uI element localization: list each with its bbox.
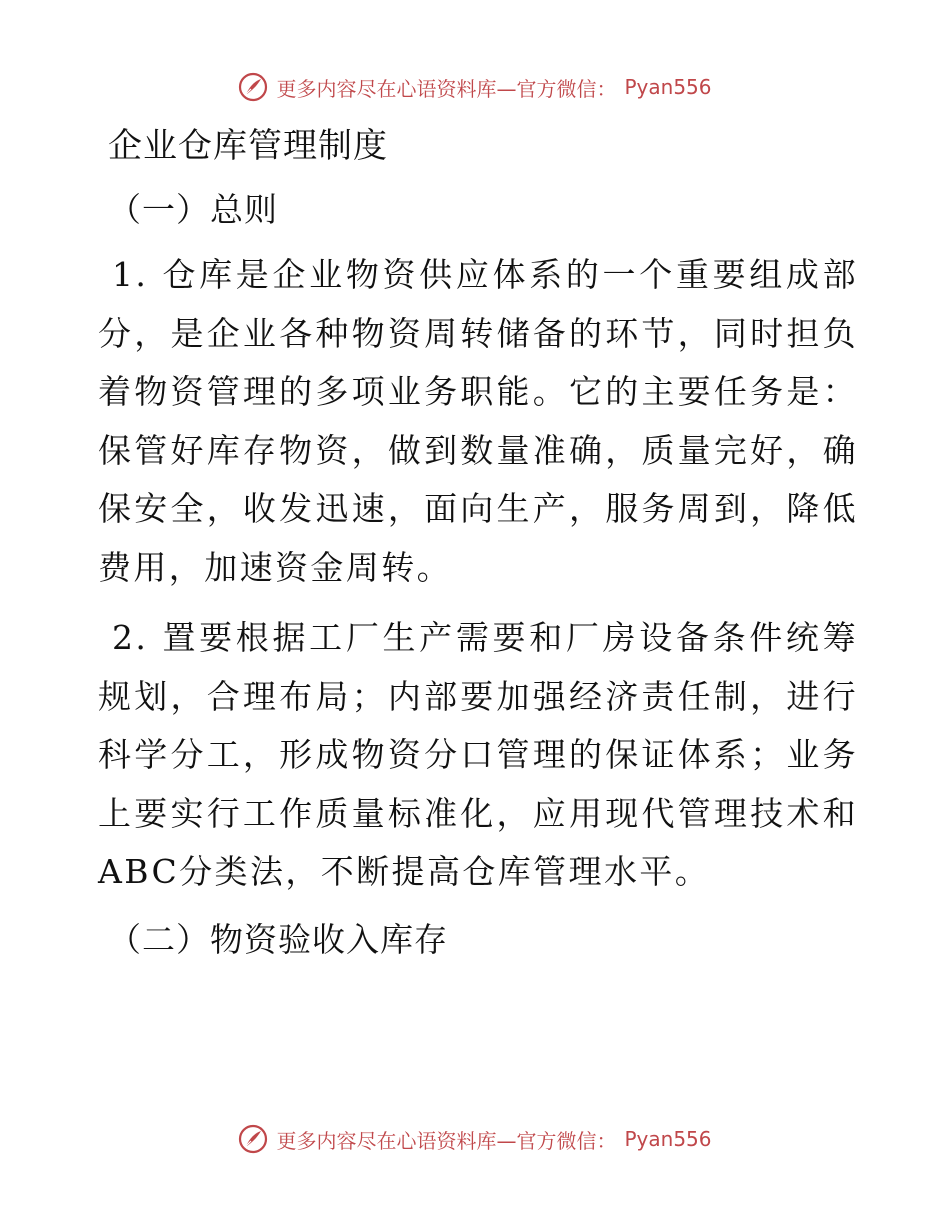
watermark-wechat-id: Pyan556 [624, 75, 712, 99]
page-footer-watermark [0, 1124, 950, 1154]
watermark-text: 更多内容尽在心语资料库—官方微信： [276, 1128, 617, 1153]
paragraph-2: 2. 置要根据工厂生产需要和厂房设备条件统筹规划，合理布局；内部要加强经济责任制，进行科学分工，形成物资分口管理的保证体系；业务上要实行工作质量标准化，应用现代管理技术和ABC分类法，不断提高仓库管理水平。 [98, 618, 858, 891]
paragraph-1: 1. 仓库是企业物资供应体系的一个重要组成部分，是企业各种物资周转储备的环节，同时担负着物资管理的多项业务职能。它的主要任务是：保管好库存物资，做到数量准确，质量完好，确保安全，收发迅速，面向生产，服务周到，降低费用，加速资金周转。 [98, 255, 858, 587]
feather-pen-icon [238, 1124, 268, 1154]
section-heading-general: （一）总则 [108, 190, 278, 229]
watermark-text: 更多内容尽在心语资料库—官方微信： [276, 76, 617, 101]
document-body [98, 120, 858, 966]
feather-pen-icon [238, 72, 268, 102]
section-heading-receiving: （二）物资验收入库存 [108, 919, 448, 959]
watermark-wechat-id: Pyan556 [624, 1127, 712, 1151]
document-title: 企业仓库管理制度 [108, 126, 388, 166]
page-header-watermark [0, 72, 950, 102]
